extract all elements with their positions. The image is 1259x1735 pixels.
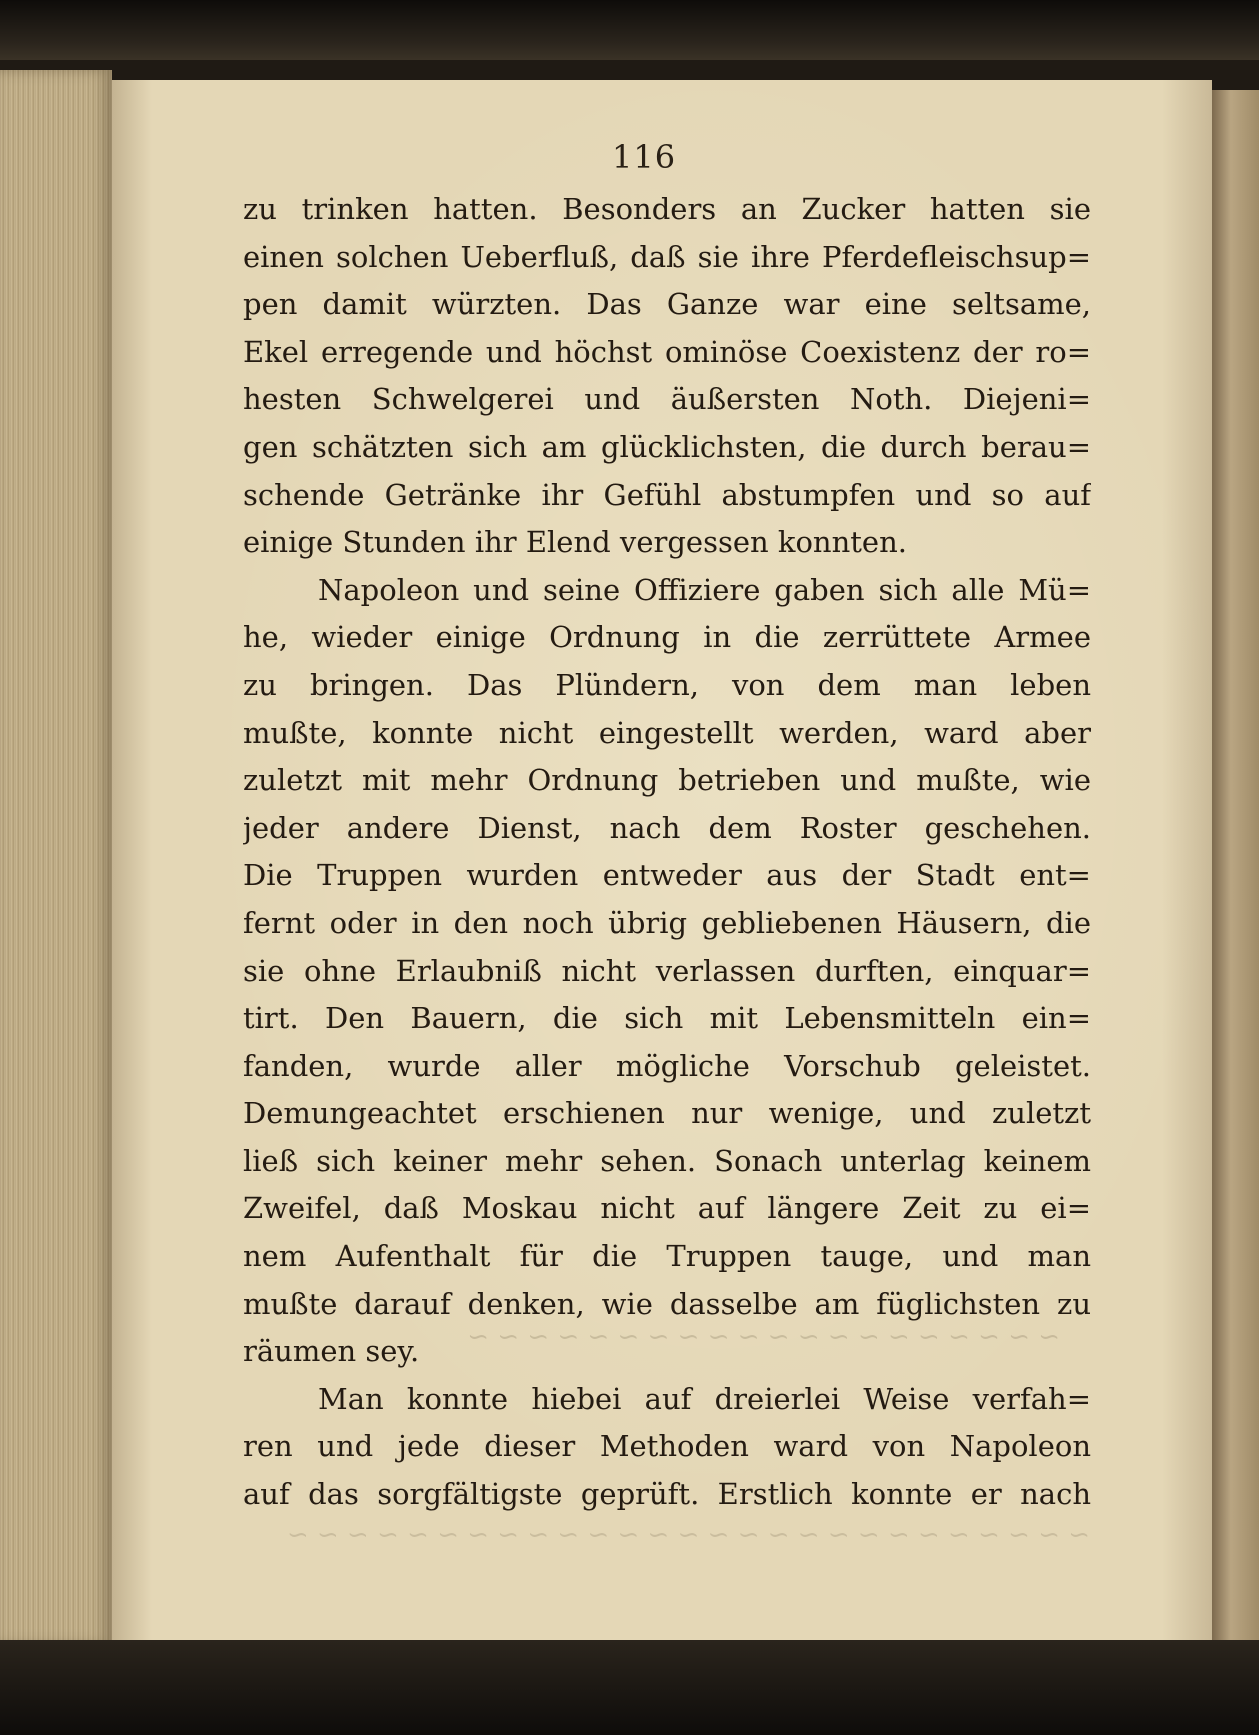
- facing-page-edge: [1212, 90, 1259, 1645]
- paragraph-start-line: Napoleon und seine Offiziere gaben sich alle Mü=: [318, 572, 1091, 607]
- text-line: ren und jede dieser Methoden ward von Napoleon: [243, 1429, 1091, 1464]
- text-line: einen solchen Ueberfluß, daß sie ihre Pferdefleischsup=: [243, 239, 1091, 274]
- text-line: pen damit würzten. Das Ganze war eine seltsame,: [243, 287, 1091, 322]
- bleed-through-text: ~ ~ ~ ~ ~ ~ ~ ~ ~ ~ ~ ~ ~ ~ ~ ~ ~ ~ ~ ~: [467, 1322, 1060, 1352]
- text-line: Die Truppen wurden entweder aus der Stadt ent=: [243, 858, 1091, 893]
- text-line: Ekel erregende und höchst ominöse Coexistenz der ro=: [243, 334, 1091, 369]
- text-line: fernt oder in den noch übrig gebliebenen Häusern, die: [243, 905, 1091, 940]
- page-number: 116: [612, 138, 677, 176]
- text-line: mußte, konnte nicht eingestellt werden, ward aber: [243, 715, 1091, 750]
- text-line: schende Getränke ihr Gefühl abstumpfen und so auf: [243, 477, 1091, 512]
- body-text: [243, 186, 1091, 1519]
- text-line: gen schätzten sich am glücklichsten, die durch berau=: [243, 429, 1091, 464]
- text-line: räumen sey.: [243, 1334, 420, 1369]
- paragraph-start-line: Man konnte hiebei auf dreierlei Weise verfah=: [318, 1381, 1091, 1416]
- text-line: tirt. Den Bauern, die sich mit Lebensmitteln ein=: [243, 1001, 1091, 1036]
- book-page-edges: [0, 70, 112, 1645]
- text-line: fanden, wurde aller mögliche Vorschub geleistet.: [243, 1048, 1091, 1083]
- text-line: ließ sich keiner mehr sehen. Sonach unterlag keinem: [243, 1143, 1091, 1178]
- text-line: Demungeachtet erschienen nur wenige, und zuletzt: [243, 1096, 1091, 1131]
- text-line: zu trinken hatten. Besonders an Zucker hatten sie: [243, 192, 1091, 226]
- book-bottom-edge: [0, 1640, 1259, 1735]
- text-line: mußte darauf denken, wie dasselbe am füglichsten zu: [243, 1286, 1091, 1321]
- text-line: zu bringen. Das Plündern, von dem man leben: [243, 667, 1091, 702]
- text-line: hesten Schwelgerei und äußersten Noth. Diejeni=: [243, 382, 1091, 417]
- text-line: zuletzt mit mehr Ordnung betrieben und mußte, wie: [243, 763, 1091, 798]
- text-line: nem Aufenthalt für die Truppen tauge, und man: [243, 1239, 1091, 1274]
- text-line: he, wieder einige Ordnung in die zerrüttete Armee: [243, 620, 1091, 655]
- bleed-through-text-bottom: ~ ~ ~ ~ ~ ~ ~ ~ ~ ~ ~ ~ ~ ~ ~ ~ ~ ~ ~ ~ ~ ~ ~ ~ ~ ~ ~: [286, 1520, 1090, 1550]
- text-line: sie ohne Erlaubniß nicht verlassen durften, einquar=: [243, 953, 1091, 988]
- text-line: einige Stunden ihr Elend vergessen konnten.: [243, 525, 907, 560]
- text-line: jeder andere Dienst, nach dem Roster geschehen.: [243, 810, 1091, 845]
- book-top-edge: [0, 0, 1259, 60]
- text-line: Zweifel, daß Moskau nicht auf längere Zeit zu ei=: [243, 1191, 1091, 1226]
- text-line: auf das sorgfältigste geprüft. Erstlich konnte er nach: [243, 1477, 1091, 1512]
